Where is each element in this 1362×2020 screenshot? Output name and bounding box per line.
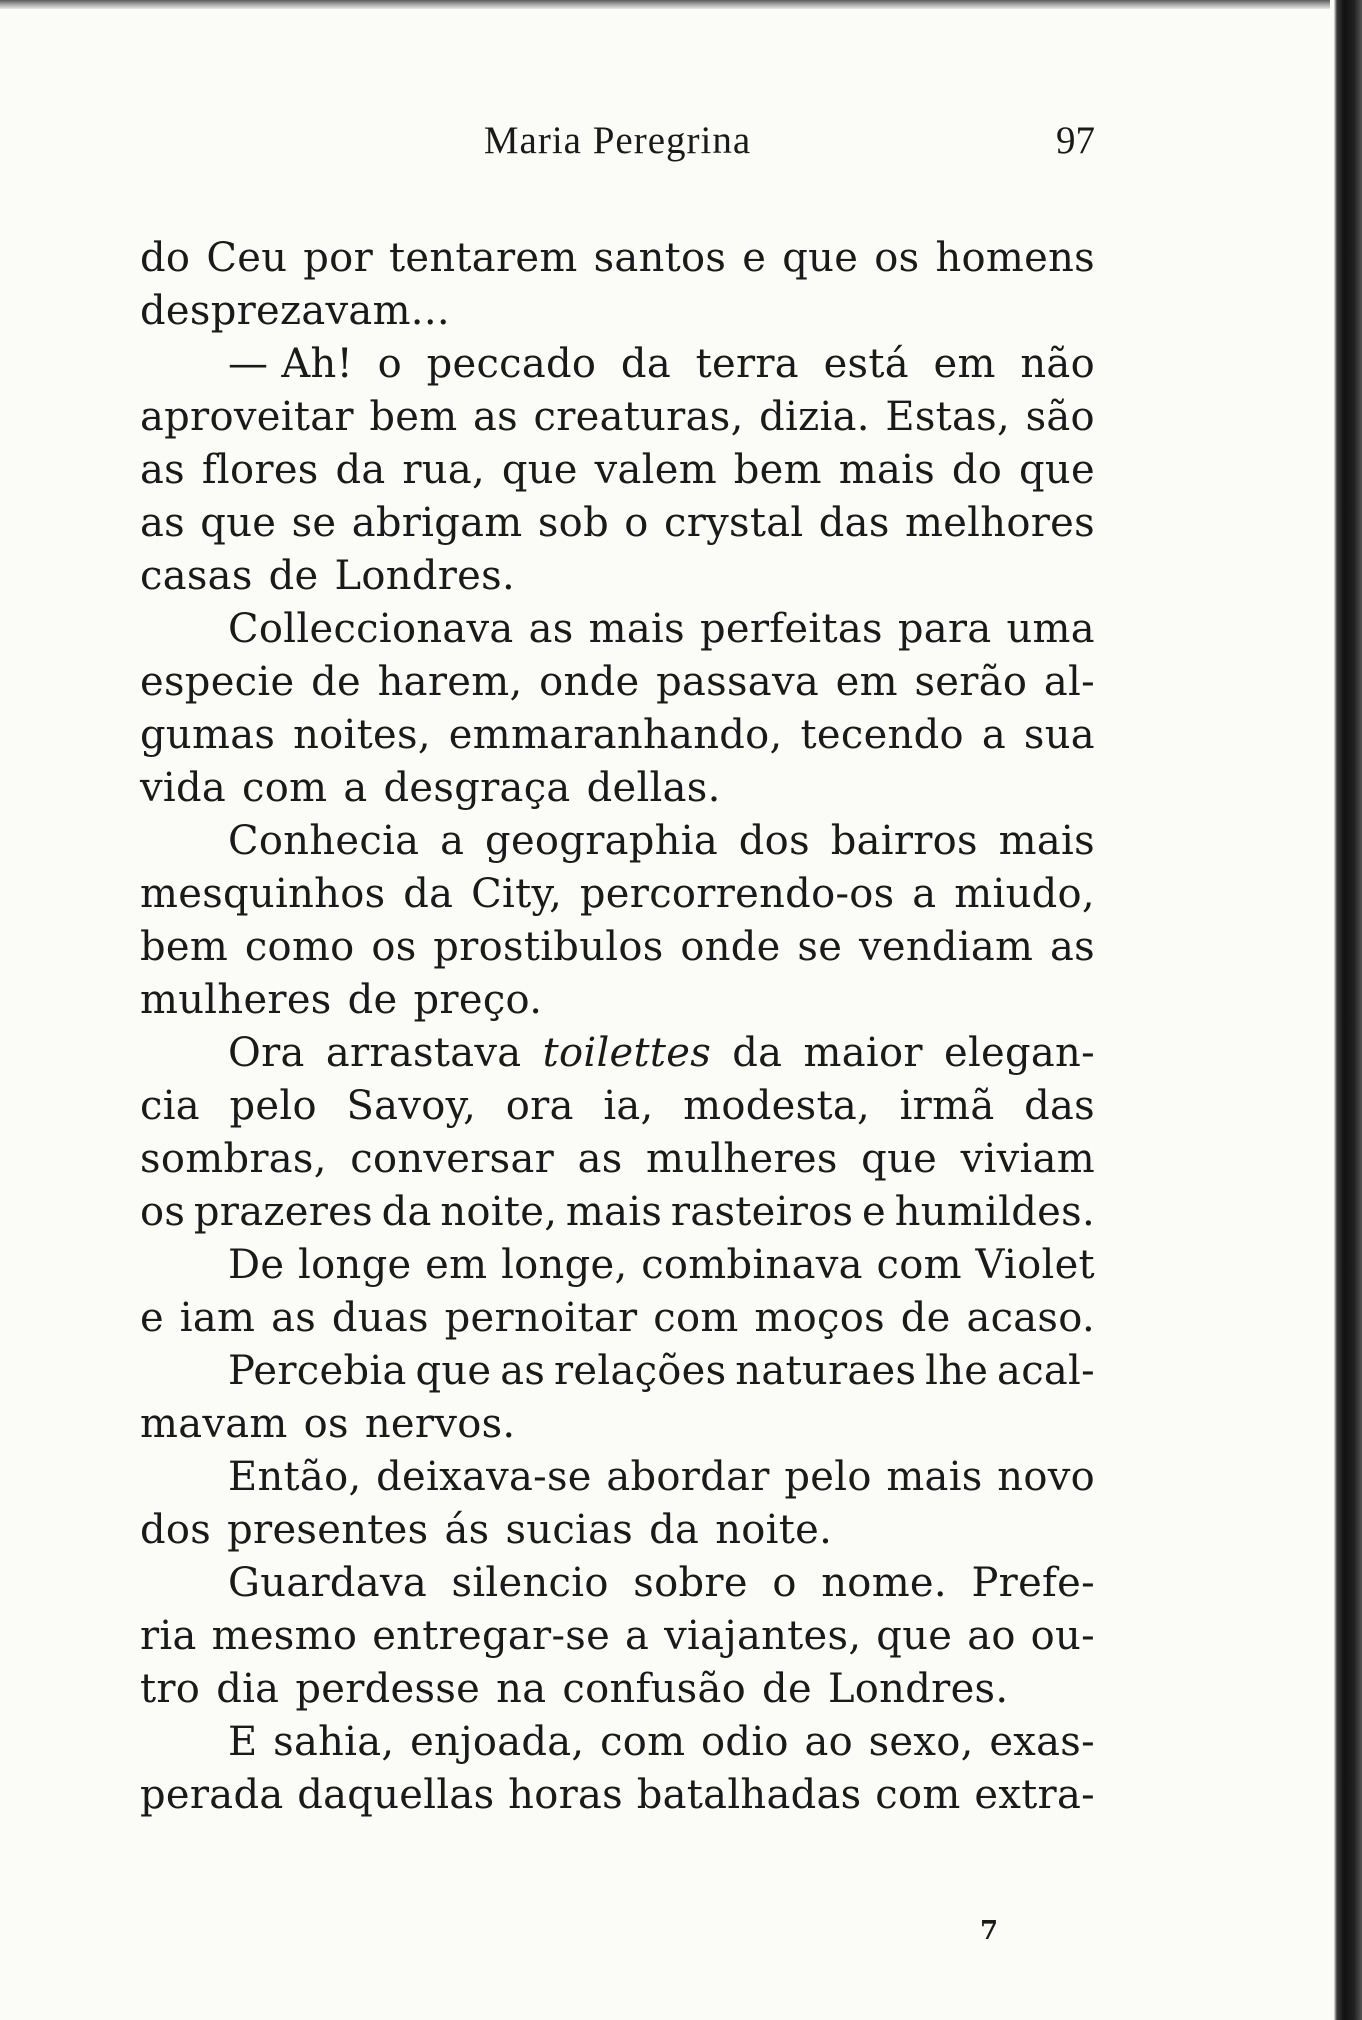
word: os — [874, 235, 920, 281]
word: cia — [140, 1083, 200, 1129]
word: valem — [594, 447, 717, 493]
word: desprezavam... — [140, 288, 450, 334]
text-line — [140, 1186, 1095, 1239]
word: duas — [331, 1295, 429, 1341]
word: arrastava — [325, 1030, 522, 1076]
text-line — [140, 1027, 1095, 1080]
text-line — [140, 868, 1095, 921]
word: creaturas, — [533, 394, 744, 440]
word: são — [1025, 394, 1095, 440]
word: especie — [140, 659, 295, 705]
word: está — [823, 341, 909, 387]
word: elegan- — [943, 1030, 1095, 1076]
word: as — [271, 1295, 317, 1341]
word: as — [472, 394, 518, 440]
word: deixava-se — [376, 1454, 592, 1500]
word: ao — [967, 1613, 1016, 1659]
word: extra- — [974, 1772, 1095, 1818]
word: horas — [508, 1772, 623, 1818]
word: os — [371, 924, 417, 970]
word: perfeitas — [699, 606, 883, 652]
text-line — [140, 1292, 1095, 1345]
word: bem — [140, 924, 229, 970]
word: terra — [695, 341, 799, 387]
text-line — [140, 1398, 1095, 1451]
word: vendiam — [858, 924, 1034, 970]
word: as — [528, 606, 574, 652]
word: acal- — [997, 1348, 1095, 1394]
word: confusão — [562, 1666, 747, 1712]
word: nome. — [821, 1560, 947, 1606]
word: crystal — [664, 500, 804, 546]
word: ás — [444, 1507, 490, 1553]
word: onde — [539, 659, 640, 705]
word: que — [501, 447, 578, 493]
word: perdesse — [295, 1666, 481, 1712]
word: por — [303, 235, 373, 281]
word: exas- — [989, 1719, 1095, 1765]
word: Prefe- — [971, 1560, 1095, 1606]
word: moços — [754, 1295, 885, 1341]
word: Então, — [228, 1454, 362, 1500]
word: como — [244, 924, 355, 970]
word: de — [762, 1666, 812, 1712]
word: da — [620, 341, 671, 387]
word: noites, — [293, 712, 431, 758]
word: das — [818, 500, 890, 546]
word: sahia, — [273, 1719, 395, 1765]
word: e — [742, 235, 767, 281]
word: as — [500, 1348, 546, 1394]
word: ou- — [1030, 1613, 1095, 1659]
page-top-shadow — [0, 0, 1330, 9]
word: de — [268, 553, 319, 599]
word: tecendo — [800, 712, 964, 758]
word: da — [381, 1189, 432, 1235]
text-line — [140, 444, 1095, 497]
word: Ora — [228, 1030, 305, 1076]
word: as — [140, 447, 185, 493]
text-line — [140, 1239, 1095, 1292]
word: dizia. — [759, 394, 870, 440]
word: ria — [140, 1613, 197, 1659]
word: prazeres — [193, 1189, 373, 1235]
word: Londres. — [334, 553, 515, 599]
word: perada — [140, 1772, 284, 1818]
text-line — [140, 1451, 1095, 1504]
word: Ceu — [206, 235, 288, 281]
word: que — [876, 1613, 953, 1659]
text-line — [140, 1769, 1095, 1822]
word: mesmo — [211, 1613, 358, 1659]
word: toilettes — [542, 1030, 712, 1076]
word: e — [862, 1189, 887, 1235]
word: a — [440, 818, 465, 864]
text-line — [140, 1080, 1095, 1133]
word: sombras, — [140, 1136, 327, 1182]
word: mais — [588, 606, 685, 652]
word: Londres. — [827, 1666, 1009, 1712]
word: tro — [140, 1666, 201, 1712]
word: bem — [733, 447, 822, 493]
word: silencio — [451, 1560, 609, 1606]
signature-mark: 7 — [980, 1916, 999, 1946]
word: os — [303, 1401, 349, 1447]
word: de — [311, 659, 361, 705]
word: sob — [537, 500, 609, 546]
text-line — [140, 762, 1095, 815]
word: mulheres — [646, 1136, 838, 1182]
text-line — [140, 1716, 1095, 1769]
word: em — [425, 1242, 488, 1288]
word: a — [981, 712, 1006, 758]
word: irmã — [899, 1083, 995, 1129]
word: que — [861, 1136, 938, 1182]
word: Savoy, — [346, 1083, 477, 1129]
page-header — [140, 118, 1095, 168]
word: humildes. — [894, 1189, 1095, 1235]
word: rasteiros — [670, 1189, 854, 1235]
word: odio — [701, 1719, 789, 1765]
word: santos — [593, 235, 727, 281]
word: uma — [1006, 606, 1095, 652]
word: na — [496, 1666, 547, 1712]
word: Guardava — [228, 1560, 427, 1606]
word: emmaranhando, — [448, 712, 783, 758]
word: a — [625, 1613, 650, 1659]
word: em — [835, 659, 898, 705]
word: que — [200, 500, 277, 546]
word: flores — [201, 447, 319, 493]
word: geographia — [485, 818, 718, 864]
word: sexo, — [868, 1719, 974, 1765]
word: Violet — [975, 1242, 1095, 1288]
word: rua, — [402, 447, 485, 493]
word: as — [577, 1136, 623, 1182]
word: naturaes — [735, 1348, 917, 1394]
word: preço. — [413, 977, 543, 1023]
word: combinava — [641, 1242, 863, 1288]
word: homens — [935, 235, 1095, 281]
word: batalhadas — [636, 1772, 862, 1818]
text-line — [140, 1663, 1095, 1716]
word: mavam — [140, 1401, 288, 1447]
word: modesta, — [683, 1083, 871, 1129]
word: prostibulos — [433, 924, 664, 970]
word: lhe — [925, 1348, 989, 1394]
word: em — [933, 341, 996, 387]
word: as — [140, 500, 185, 546]
word: bem — [369, 394, 458, 440]
word: abordar — [606, 1454, 770, 1500]
word: peccado — [426, 341, 597, 387]
word: noite. — [715, 1507, 833, 1553]
word: gumas — [140, 712, 276, 758]
word: longe — [298, 1242, 412, 1288]
word: daquellas — [297, 1772, 495, 1818]
word: Conhecia — [228, 818, 420, 864]
word: enjoada, — [410, 1719, 585, 1765]
word: mais — [838, 447, 936, 493]
word: viajantes, — [664, 1613, 862, 1659]
word: da — [403, 871, 454, 917]
word: al- — [1043, 659, 1095, 705]
word: os — [140, 1189, 186, 1235]
word: Percebia — [228, 1348, 407, 1394]
word: as — [1050, 924, 1095, 970]
word: iam — [179, 1295, 256, 1341]
word: longe, — [501, 1242, 628, 1288]
word: dos — [738, 818, 810, 864]
word: De — [228, 1242, 285, 1288]
word: noite, — [440, 1189, 558, 1235]
word: presentes — [227, 1507, 429, 1553]
text-line — [140, 338, 1095, 391]
word: mais — [565, 1189, 663, 1235]
word: viviam — [960, 1136, 1095, 1182]
text-line — [140, 1345, 1095, 1398]
word: passava — [656, 659, 819, 705]
word: bairros — [830, 818, 978, 864]
word: a — [343, 765, 368, 811]
word: Colleccionava — [228, 606, 514, 652]
word: ia, — [603, 1083, 654, 1129]
word: da — [335, 447, 386, 493]
text-line — [140, 1610, 1095, 1663]
word: do — [951, 447, 1003, 493]
text-line — [140, 232, 1095, 285]
word: mulheres — [140, 977, 332, 1023]
page-number: 97 — [1056, 119, 1095, 162]
text-line — [140, 656, 1095, 709]
book-gutter-shadow — [1334, 0, 1362, 2020]
word: maior — [803, 1030, 923, 1076]
word: pernoitar — [444, 1295, 638, 1341]
word: das — [1024, 1083, 1095, 1129]
running-title: Maria Peregrina — [483, 119, 752, 162]
word: que — [415, 1348, 492, 1394]
word: que — [1018, 447, 1095, 493]
word: Estas, — [885, 394, 1011, 440]
text-line — [140, 550, 1095, 603]
text-line — [140, 391, 1095, 444]
word: de — [347, 977, 398, 1023]
text-line — [140, 921, 1095, 974]
word: conversar — [350, 1136, 555, 1182]
text-line — [140, 709, 1095, 762]
word: se — [291, 500, 337, 546]
word: do — [140, 235, 191, 281]
word: entregar-se — [372, 1613, 611, 1659]
word: com — [653, 1295, 739, 1341]
word: o — [377, 341, 402, 387]
word: sucias — [505, 1507, 634, 1553]
word: City, — [471, 871, 563, 917]
text-line — [140, 1557, 1095, 1610]
word: aproveitar — [140, 394, 354, 440]
word: com — [876, 1242, 962, 1288]
word: nervos. — [364, 1401, 516, 1447]
word: se — [797, 924, 843, 970]
word: que — [782, 235, 859, 281]
word: harem, — [377, 659, 523, 705]
word: mais — [886, 1454, 983, 1500]
word: ao — [804, 1719, 853, 1765]
word: com — [242, 765, 328, 811]
word: abrigam — [351, 500, 523, 546]
word: miudo, — [954, 871, 1095, 917]
word: onde — [680, 924, 781, 970]
word: de — [900, 1295, 951, 1341]
word: o — [772, 1560, 797, 1606]
word: dos — [140, 1507, 212, 1553]
word: pelo — [229, 1083, 317, 1129]
word: pelo — [784, 1454, 872, 1500]
text-line — [140, 1504, 1095, 1557]
text-line — [140, 603, 1095, 656]
word: mesquinhos — [140, 871, 386, 917]
word: vida — [140, 765, 227, 811]
word: a — [912, 871, 937, 917]
word: não — [1020, 341, 1095, 387]
word: o — [624, 500, 649, 546]
word: dia — [216, 1666, 280, 1712]
word: mais — [998, 818, 1095, 864]
word: percorrendo-os — [579, 871, 895, 917]
word: para — [897, 606, 992, 652]
word: sobre — [633, 1560, 748, 1606]
word: com — [600, 1719, 686, 1765]
word: tentarem — [389, 235, 578, 281]
word: da — [649, 1507, 700, 1553]
word: serão — [914, 659, 1028, 705]
word: com — [875, 1772, 961, 1818]
word: desgraça — [383, 765, 571, 811]
text-line — [140, 974, 1095, 1027]
word: dellas. — [586, 765, 721, 811]
word: — Ah! — [228, 341, 353, 387]
word: da — [732, 1030, 783, 1076]
word: relações — [553, 1348, 727, 1394]
text-line — [140, 285, 1095, 338]
word: ora — [505, 1083, 574, 1129]
word: novo — [997, 1454, 1095, 1500]
word: acaso. — [966, 1295, 1095, 1341]
text-line — [140, 497, 1095, 550]
word: melhores — [904, 500, 1095, 546]
text-line — [140, 815, 1095, 868]
word: sua — [1023, 712, 1095, 758]
word: e — [140, 1295, 164, 1341]
word: E — [228, 1719, 258, 1765]
text-line — [140, 1133, 1095, 1186]
word: casas — [140, 553, 253, 599]
body-text — [140, 232, 1095, 1822]
